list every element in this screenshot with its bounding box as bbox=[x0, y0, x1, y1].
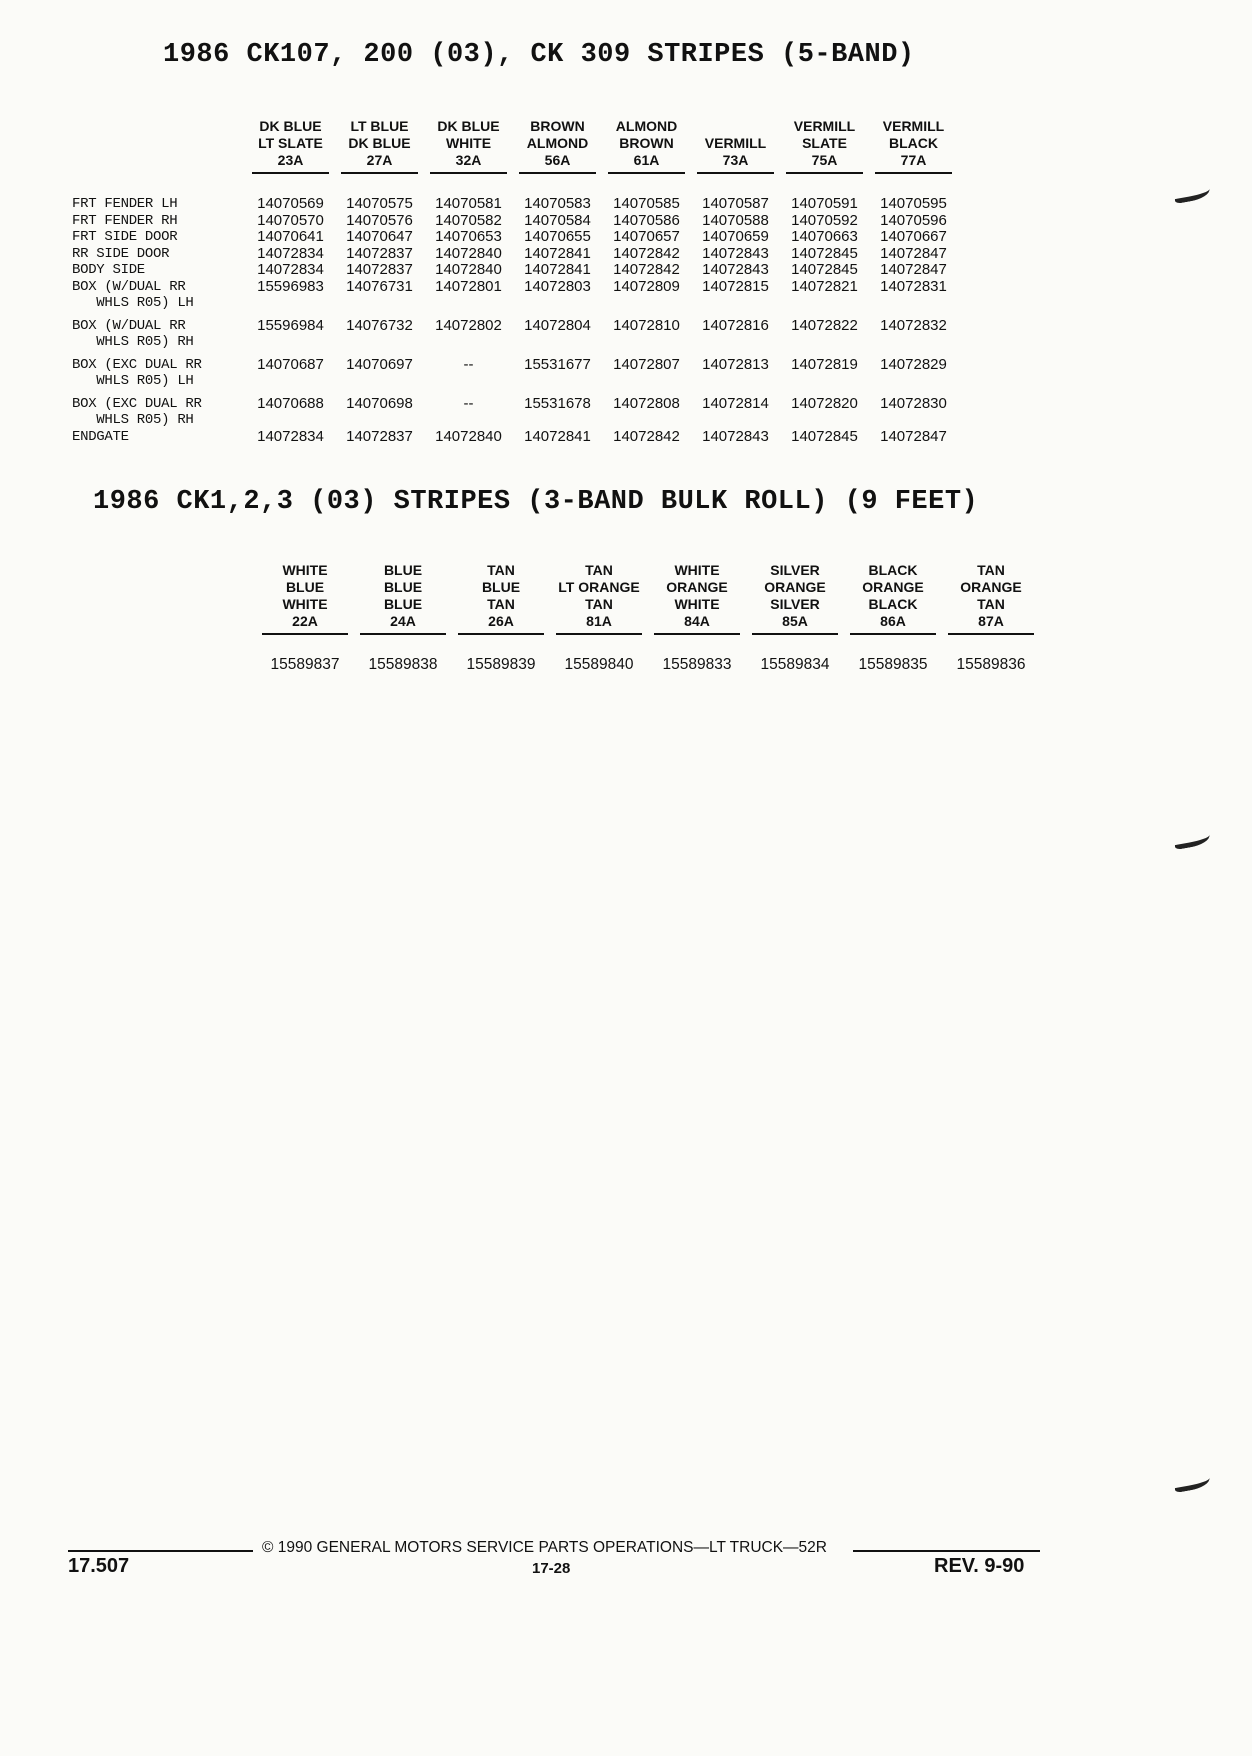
header-line: 81A bbox=[586, 613, 612, 629]
row-label: WHLS R05) RH bbox=[88, 412, 194, 428]
row-label: BOX (W/DUAL RR bbox=[72, 278, 186, 295]
part-number-cell: 15589839 bbox=[466, 656, 536, 673]
part-number-cell: 15589833 bbox=[662, 656, 732, 673]
header-line: 84A bbox=[684, 613, 710, 629]
part-number-cell: 14070592 bbox=[791, 211, 858, 229]
table-row bbox=[72, 246, 958, 263]
part-number-cell: 14072834 bbox=[257, 427, 324, 445]
table1-col-header bbox=[424, 118, 513, 178]
part-number-cell: 14072834 bbox=[257, 261, 324, 278]
table-row bbox=[72, 429, 958, 446]
part-number-cell: 14070587 bbox=[702, 195, 769, 212]
row-label-continuation bbox=[72, 373, 246, 390]
table-row bbox=[72, 213, 958, 230]
part-number-cell: 15589836 bbox=[956, 656, 1026, 673]
part-number-cell: 14072847 bbox=[880, 427, 947, 445]
header-underline bbox=[697, 172, 774, 174]
table-row bbox=[72, 262, 958, 279]
part-number-cell: 14072816 bbox=[702, 316, 769, 334]
table1-col-header bbox=[869, 118, 958, 178]
header-line: WHITE bbox=[674, 562, 720, 578]
table-row bbox=[256, 657, 1040, 674]
part-number-cell: 14070657 bbox=[613, 228, 680, 245]
part-number-cell: 15589838 bbox=[368, 656, 438, 673]
part-number-cell: -- bbox=[463, 355, 474, 373]
header-line: TAN bbox=[585, 596, 613, 612]
part-number-cell: 14072819 bbox=[791, 355, 858, 373]
header-underline bbox=[262, 633, 348, 635]
header-line: BLACK bbox=[868, 562, 918, 578]
part-number-cell: 14072830 bbox=[880, 394, 947, 412]
part-number-cell: 14072803 bbox=[524, 277, 591, 295]
table2-col-header bbox=[942, 562, 1040, 639]
part-number-cell: 14072834 bbox=[257, 244, 324, 262]
part-number-cell: 14072841 bbox=[524, 261, 591, 278]
header-underline bbox=[458, 633, 544, 635]
part-number-cell: 14070653 bbox=[435, 228, 502, 245]
footer-copyright: © 1990 GENERAL MOTORS SERVICE PARTS OPERATIONS—LT TRUCK—52R bbox=[262, 1539, 827, 1556]
header-line: LT ORANGE bbox=[558, 579, 640, 595]
part-number-cell: 14072821 bbox=[791, 277, 858, 295]
table2-col-header bbox=[550, 562, 648, 639]
row-label: ENDGATE bbox=[72, 428, 129, 445]
part-number-cell: 14070569 bbox=[257, 195, 324, 212]
header-line: WHITE bbox=[282, 596, 328, 612]
header-line: 77A bbox=[900, 152, 927, 168]
row-label: BOX (EXC DUAL RR bbox=[72, 395, 202, 412]
part-number-cell: 14072814 bbox=[702, 394, 769, 412]
table2-col-header bbox=[256, 562, 354, 639]
header-line: 32A bbox=[455, 152, 482, 168]
header-line: 87A bbox=[978, 613, 1004, 629]
row-label: WHLS R05) RH bbox=[88, 334, 194, 350]
header-line: SILVER bbox=[770, 562, 820, 578]
header-underline bbox=[875, 172, 952, 174]
part-number-cell: 14072831 bbox=[880, 277, 947, 295]
part-number-cell: 14072840 bbox=[435, 244, 502, 262]
part-number-cell: 14072843 bbox=[702, 261, 769, 278]
header-underline bbox=[786, 172, 863, 174]
table1-header-row bbox=[72, 118, 958, 178]
header-line: 26A bbox=[488, 613, 514, 629]
header-line: TAN bbox=[487, 562, 515, 578]
part-number-cell: 14072813 bbox=[702, 355, 769, 373]
row-label: FRT FENDER LH bbox=[72, 196, 178, 212]
header-line: DK BLUE bbox=[259, 118, 322, 134]
row-label-continuation bbox=[72, 295, 246, 312]
header-line: BLUE bbox=[383, 596, 423, 612]
part-number-cell: 14072847 bbox=[880, 261, 947, 278]
part-number-cell: 14070596 bbox=[880, 211, 947, 229]
row-label-continuation bbox=[72, 334, 246, 351]
header-line: BLACK bbox=[889, 135, 938, 151]
header-line: 24A bbox=[390, 613, 416, 629]
header-line: ALMOND bbox=[526, 135, 589, 151]
header-underline bbox=[360, 633, 446, 635]
part-number-cell: 14072843 bbox=[702, 427, 769, 445]
part-number-cell: 14070588 bbox=[702, 211, 769, 229]
table2-col-header bbox=[746, 562, 844, 639]
part-number-cell: 14072845 bbox=[791, 261, 858, 278]
part-number-cell: 14070576 bbox=[346, 211, 413, 229]
header-underline bbox=[519, 172, 596, 174]
part-number-cell: 14070698 bbox=[346, 394, 413, 412]
table-row-continuation bbox=[72, 334, 958, 351]
header-underline bbox=[850, 633, 936, 635]
table2-col-header bbox=[452, 562, 550, 639]
part-number-cell: 14076732 bbox=[346, 316, 413, 334]
table2-spacer bbox=[256, 639, 1040, 657]
part-number-cell: 15596984 bbox=[257, 316, 324, 334]
header-underline bbox=[752, 633, 838, 635]
part-number-cell: 15589835 bbox=[858, 656, 928, 673]
part-number-cell: 14072815 bbox=[702, 277, 769, 295]
header-line: 27A bbox=[366, 152, 393, 168]
part-number-cell: 14070583 bbox=[524, 195, 591, 212]
row-label-continuation bbox=[72, 412, 246, 429]
row-label: WHLS R05) LH bbox=[88, 373, 194, 389]
section2-title: 1986 CK1,2,3 (03) STRIPES (3-BAND BULK ROLL) (9 FEET) bbox=[93, 487, 979, 517]
table-row-continuation bbox=[72, 412, 958, 429]
part-number-cell: 14070570 bbox=[257, 211, 324, 229]
header-line: ALMOND bbox=[615, 118, 678, 134]
row-label: FRT SIDE DOOR bbox=[72, 229, 178, 245]
part-number-cell: 14070659 bbox=[702, 228, 769, 245]
footer-rule-right bbox=[853, 1550, 1040, 1552]
part-number-cell: 14072845 bbox=[791, 427, 858, 445]
part-number-cell: 14072843 bbox=[702, 244, 769, 262]
row-label: BOX (EXC DUAL RR bbox=[72, 356, 202, 373]
header-line: 61A bbox=[633, 152, 660, 168]
header-line: BROWN bbox=[619, 135, 674, 151]
row-label: BOX (W/DUAL RR bbox=[72, 317, 186, 334]
table1-label-header bbox=[72, 118, 246, 178]
part-number-cell: 14076731 bbox=[346, 277, 413, 295]
part-number-cell: 14070655 bbox=[524, 228, 591, 245]
row-label: BODY SIDE bbox=[72, 262, 145, 278]
header-line: ORANGE bbox=[764, 579, 826, 595]
stripes-3band-table bbox=[256, 562, 1040, 674]
part-number-cell: 14070641 bbox=[257, 228, 324, 245]
part-number-cell: 14070688 bbox=[257, 394, 324, 412]
part-number-cell: 14072809 bbox=[613, 277, 680, 295]
part-number-cell: 15596983 bbox=[257, 277, 324, 295]
header-line: 75A bbox=[811, 152, 838, 168]
part-number-cell: 14072845 bbox=[791, 244, 858, 262]
table2-col-header bbox=[354, 562, 452, 639]
part-number-cell: 14072840 bbox=[435, 427, 502, 445]
part-number-cell: 14070581 bbox=[435, 195, 502, 212]
table-row bbox=[72, 390, 958, 413]
header-line: VERMILL bbox=[793, 118, 856, 134]
part-number-cell: 14072837 bbox=[346, 427, 413, 445]
header-line: DK BLUE bbox=[437, 118, 500, 134]
part-number-cell: 14072837 bbox=[346, 244, 413, 262]
header-line: 73A bbox=[722, 152, 749, 168]
header-line: 23A bbox=[277, 152, 304, 168]
table-row bbox=[72, 196, 958, 213]
table1-col-header bbox=[335, 118, 424, 178]
table2-header-row bbox=[256, 562, 1040, 639]
table2-col-header bbox=[648, 562, 746, 639]
part-number-cell: 14070591 bbox=[791, 195, 858, 212]
header-line: VERMILL bbox=[882, 118, 945, 134]
header-line: TAN bbox=[487, 596, 515, 612]
part-number-cell: 14070647 bbox=[346, 228, 413, 245]
header-line: WHITE bbox=[282, 562, 328, 578]
part-number-cell: 14070667 bbox=[880, 228, 947, 245]
table-row bbox=[72, 312, 958, 335]
header-line: BLUE bbox=[383, 562, 423, 578]
header-line: LT BLUE bbox=[350, 118, 409, 134]
table1-col-header bbox=[691, 118, 780, 178]
header-underline bbox=[430, 172, 507, 174]
part-number-cell: 14070697 bbox=[346, 355, 413, 373]
table1-col-header bbox=[246, 118, 335, 178]
binder-hole-mark bbox=[1173, 1472, 1211, 1493]
header-line: BLUE bbox=[285, 579, 325, 595]
table-row bbox=[72, 279, 958, 296]
part-number-cell: 14072842 bbox=[613, 261, 680, 278]
part-number-cell: 15589840 bbox=[564, 656, 634, 673]
part-number-cell: 14070586 bbox=[613, 211, 680, 229]
header-line: 85A bbox=[782, 613, 808, 629]
part-number-cell: 14072829 bbox=[880, 355, 947, 373]
header-underline bbox=[654, 633, 740, 635]
header-line: ORANGE bbox=[862, 579, 924, 595]
binder-hole-mark bbox=[1173, 829, 1211, 850]
part-number-cell: 15531678 bbox=[524, 394, 591, 412]
header-line: BROWN bbox=[530, 118, 585, 134]
table-row-continuation bbox=[72, 373, 958, 390]
table1-col-header bbox=[780, 118, 869, 178]
part-number-cell: 14072847 bbox=[880, 244, 947, 262]
footer-page-number: 17-28 bbox=[532, 1560, 571, 1577]
part-number-cell: 14072842 bbox=[613, 244, 680, 262]
header-line: WHITE bbox=[445, 135, 492, 151]
binder-hole-mark bbox=[1173, 183, 1211, 204]
footer-revision: REV. 9-90 bbox=[934, 1555, 1025, 1577]
header-line: BLACK bbox=[868, 596, 918, 612]
header-line: SLATE bbox=[802, 135, 847, 151]
header-line: TAN bbox=[585, 562, 613, 578]
header-line: BLUE bbox=[383, 579, 423, 595]
row-label: RR SIDE DOOR bbox=[72, 245, 170, 262]
part-number-cell: 14070584 bbox=[524, 211, 591, 229]
footer-section-code: 17.507 bbox=[68, 1555, 130, 1577]
part-number-cell: 14072837 bbox=[346, 261, 413, 278]
part-number-cell: 14070582 bbox=[435, 211, 502, 229]
part-number-cell: 14070595 bbox=[880, 195, 947, 212]
part-number-cell: 14072841 bbox=[524, 244, 591, 262]
footer-rule-left bbox=[68, 1550, 253, 1552]
part-number-cell: 14072810 bbox=[613, 316, 680, 334]
header-line: DK BLUE bbox=[348, 135, 411, 151]
header-line: 22A bbox=[292, 613, 318, 629]
header-underline bbox=[948, 633, 1034, 635]
part-number-cell: 14072802 bbox=[435, 316, 502, 334]
table-row bbox=[72, 229, 958, 246]
header-line: VERMILL bbox=[704, 135, 767, 151]
part-number-cell: 14072841 bbox=[524, 427, 591, 445]
part-number-cell: 14072808 bbox=[613, 394, 680, 412]
part-number-cell: 14070575 bbox=[346, 195, 413, 212]
part-number-cell: 14072801 bbox=[435, 277, 502, 295]
header-line: TAN bbox=[977, 562, 1005, 578]
table1-spacer bbox=[72, 178, 958, 196]
header-line: 56A bbox=[544, 152, 571, 168]
part-number-cell: 14072822 bbox=[791, 316, 858, 334]
table1-col-header bbox=[513, 118, 602, 178]
table2-col-header bbox=[844, 562, 942, 639]
part-number-cell: 14072807 bbox=[613, 355, 680, 373]
stripes-5band-table bbox=[72, 118, 958, 445]
part-number-cell: 14070687 bbox=[257, 355, 324, 373]
part-number-cell: -- bbox=[463, 394, 474, 412]
header-underline bbox=[556, 633, 642, 635]
row-label: WHLS R05) LH bbox=[88, 295, 194, 311]
header-line: LT SLATE bbox=[258, 135, 323, 151]
header-line: ORANGE bbox=[666, 579, 728, 595]
row-label: FRT FENDER RH bbox=[72, 212, 178, 229]
header-underline bbox=[341, 172, 418, 174]
part-number-cell: 15589837 bbox=[270, 656, 340, 673]
part-number-cell: 15531677 bbox=[524, 355, 591, 373]
table1-col-header bbox=[602, 118, 691, 178]
header-underline bbox=[608, 172, 685, 174]
part-number-cell: 14072820 bbox=[791, 394, 858, 412]
section1-title: 1986 CK107, 200 (03), CK 309 STRIPES (5-BAND) bbox=[163, 40, 915, 70]
part-number-cell: 14070585 bbox=[613, 195, 680, 212]
header-line: ORANGE bbox=[960, 579, 1022, 595]
header-line: 86A bbox=[880, 613, 906, 629]
header-line: BLUE bbox=[481, 579, 521, 595]
part-number-cell: 14072804 bbox=[524, 316, 591, 334]
header-line: TAN bbox=[977, 596, 1005, 612]
header-line: WHITE bbox=[674, 596, 720, 612]
part-number-cell: 14072840 bbox=[435, 261, 502, 278]
part-number-cell: 14070663 bbox=[791, 228, 858, 245]
part-number-cell: 15589834 bbox=[760, 656, 830, 673]
header-line: SILVER bbox=[770, 596, 820, 612]
part-number-cell: 14072832 bbox=[880, 316, 947, 334]
part-number-cell: 14072842 bbox=[613, 427, 680, 445]
table-row bbox=[72, 351, 958, 374]
table-row-continuation bbox=[72, 295, 958, 312]
header-underline bbox=[252, 172, 329, 174]
